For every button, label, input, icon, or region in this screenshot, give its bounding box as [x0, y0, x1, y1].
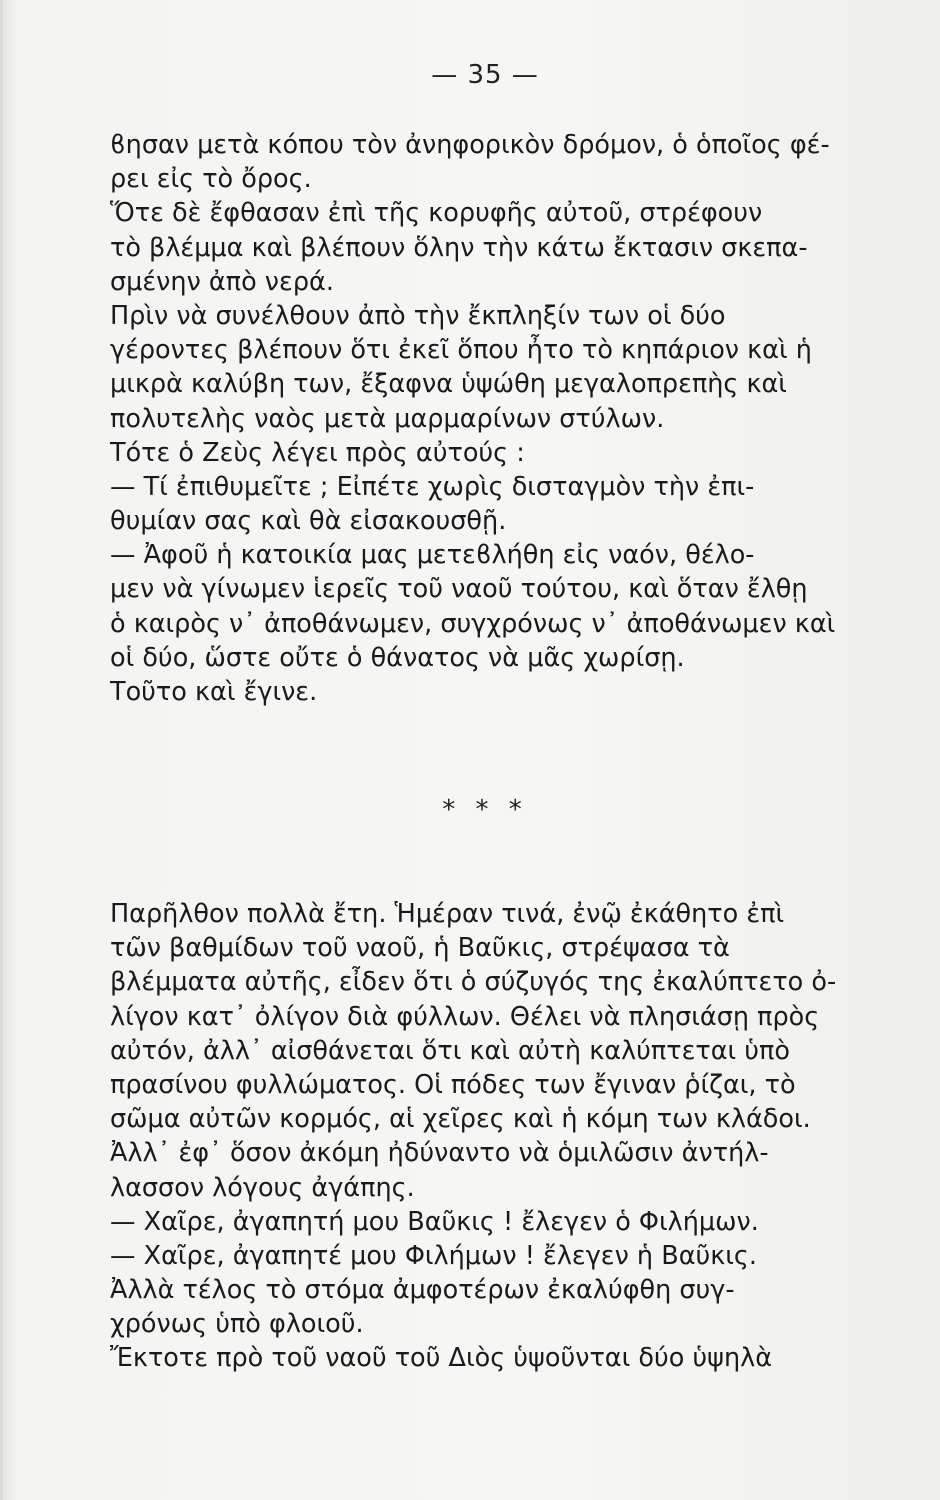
text-line: χρόνως ὑπὸ φλοιοῦ. [110, 1309, 364, 1340]
text-line: τὸ βλέμμα καὶ βλέπουν ὅλην τὴν κάτω ἔκτασιν σκεπα- [110, 232, 808, 263]
page-number: — 35 — [431, 60, 539, 90]
text-line: σῶμα αὐτῶν κορμός, αἱ χεῖρες καὶ ἡ κόμη των κλάδοι. [110, 1104, 811, 1135]
text-line: Ὅτε δὲ ἔφθασαν ἐπὶ τῆς κορυφῆς αὐτοῦ, στρέφουν [110, 198, 763, 229]
text-line: — Χαῖρε, ἀγαπητέ μου Φιλήμων ! ἔλεγεν ἡ Βαῦκις. [110, 1240, 757, 1271]
text-line: βλέμματα αὐτῆς, εἶδεν ὅτι ὁ σύζυγός της ἐκαλύπτετο ὀ- [110, 967, 837, 998]
text-line: — Χαῖρε, ἀγαπητή μου Βαῦκις ! ἔλεγεν ὁ Φιλήμων. [110, 1206, 759, 1237]
text-block-upper [110, 128, 900, 709]
text-line: ὁ καιρὸς ν᾽ ἀποθάνωμεν, συγχρόνως ν᾽ ἀποθάνωμεν καὶ [110, 608, 836, 639]
section-separator: * * * [442, 795, 528, 825]
text-line: αὐτόν, ἀλλ᾽ αἰσθάνεται ὅτι καὶ αὐτὴ καλύπτεται ὑπὸ [110, 1035, 790, 1066]
text-line: θυμίαν σας καὶ θὰ εἰσακουσθῇ. [110, 506, 507, 537]
text-line: — Τί ἐπιθυμεῖτε ; Εἰπέτε χωρὶς δισταγμὸν τὴν ἐπι- [110, 471, 755, 502]
text-line: Ἀλλ᾽ ἐφ᾽ ὅσον ἀκόμη ἠδύναντο νὰ ὁμιλῶσιν ἀντήλ- [110, 1138, 769, 1169]
text-line: Ἀλλὰ τέλος τὸ στόμα ἀμφοτέρων ἐκαλύφθη συγ- [110, 1275, 735, 1306]
text-line: μικρὰ καλύβη των, ἔξαφνα ὑψώθη μεγαλοπρεπὴς καὶ [110, 369, 787, 400]
text-line: ρει εἰς τὸ ὄρος. [110, 164, 312, 195]
text-line: Ἔκτοτε πρὸ τοῦ ναοῦ τοῦ Διὸς ὑψοῦνται δύο ὑψηλὰ [110, 1343, 773, 1374]
text-line: πολυτελὴς ναὸς μετὰ μαρμαρίνων στύλων. [110, 403, 665, 434]
text-line: πρασίνου φυλλώματος. Οἱ πόδες των ἔγιναν ῥίζαι, τὸ [110, 1069, 796, 1100]
text-block-lower [110, 897, 900, 1376]
text-line: σμένην ἀπὸ νερά. [110, 266, 334, 297]
text-line: γέροντες βλέπουν ὅτι ἐκεῖ ὅπου ἦτο τὸ κηπάριον καὶ ἡ [110, 335, 812, 366]
text-line: λασσον λόγους ἀγάπης. [110, 1172, 415, 1203]
text-line: Τοῦτο καὶ ἔγινε. [110, 677, 318, 707]
text-line: ϐησαν μετὰ κόπου τὸν ἀνηφορικὸν δρόμον, ὁ ὁποῖος φέ- [110, 130, 830, 160]
text-line: λίγον κατ᾽ ὀλίγον διὰ φύλλων. Θέλει νὰ πλησιάσῃ πρὸς [110, 1001, 820, 1032]
text-line: τῶν βαθμίδων τοῦ ναοῦ, ἡ Βαῦκις, στρέψασα τὰ [110, 933, 730, 964]
text-line: μεν νὰ γίνωμεν ἱερεῖς τοῦ ναοῦ τούτου, καὶ ὅταν ἔλθῃ [110, 574, 808, 605]
text-line: οἱ δύο, ὥστε οὔτε ὁ θάνατος νὰ μᾶς χωρίσῃ. [110, 642, 685, 673]
text-line: Παρῆλθον πολλὰ ἔτη. Ἡμέραν τινά, ἐνῷ ἐκάθητο ἐπὶ [110, 899, 785, 929]
text-line: — Ἀφοῦ ἡ κατοικία μας μετεϐλήθη εἰς ναόν, θέλο- [110, 540, 755, 571]
text-line: Πρὶν νὰ συνέλθουν ἀπὸ τὴν ἔκπληξίν των οἱ δύο [110, 300, 726, 331]
text-line: Τότε ὁ Ζεὺς λέγει πρὸς αὐτούς : [110, 437, 525, 468]
